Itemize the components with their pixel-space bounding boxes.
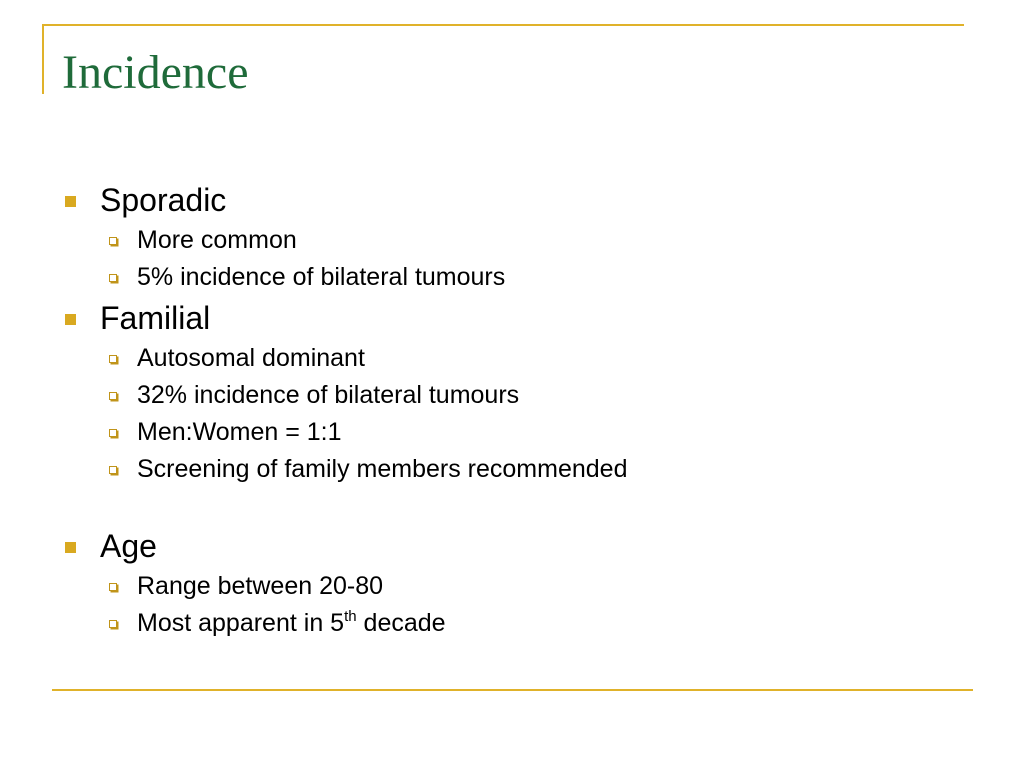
bullet-familial [62,296,962,340]
sub-bullet [62,259,962,296]
sub-bullet-text: Autosomal dominant [137,344,365,372]
frame-left-rule [42,24,44,94]
sub-bullet-text: Men:Women = 1:1 [137,418,342,446]
bullet-heading: Age [100,528,157,564]
hollow-square-bullet-icon [109,274,117,282]
sub-bullet-text: 5% incidence of bilateral tumours [137,263,506,291]
sub-bullet [62,377,962,414]
sub-bullet-text: Screening of family members recommended [137,455,628,483]
sub-bullet [62,451,962,488]
bullet-sporadic [62,178,962,222]
slide-title: Incidence [62,46,249,99]
hollow-square-bullet-icon [109,237,117,245]
sub-bullet-text: More common [137,226,297,254]
frame-top-rule [42,24,964,26]
sub-bullet [62,568,962,605]
hollow-square-bullet-icon [109,583,117,591]
sub-bullet-text [137,605,446,642]
sub-bullet [62,605,962,642]
hollow-square-bullet-icon [109,355,117,363]
sub-bullet-text: Range between 20-80 [137,572,384,600]
ordinal-superscript: th [344,608,357,625]
sub-bullet-text-before: Most apparent in 5 [137,609,345,637]
section-spacer [62,488,962,524]
hollow-square-bullet-icon [109,466,117,474]
bullet-heading: Sporadic [100,182,227,218]
bullet-list [62,178,962,642]
sub-bullet [62,222,962,259]
sub-bullet-text-after: decade [356,609,446,637]
hollow-square-bullet-icon [109,429,117,437]
square-bullet-icon [65,314,76,325]
hollow-square-bullet-icon [109,620,117,628]
bullet-heading: Familial [100,300,211,336]
square-bullet-icon [65,196,76,207]
sub-bullet [62,414,962,451]
sub-bullet [62,340,962,377]
square-bullet-icon [65,542,76,553]
hollow-square-bullet-icon [109,392,117,400]
frame-bottom-rule [52,689,973,691]
sub-bullet-text: 32% incidence of bilateral tumours [137,381,520,409]
bullet-age [62,524,962,568]
